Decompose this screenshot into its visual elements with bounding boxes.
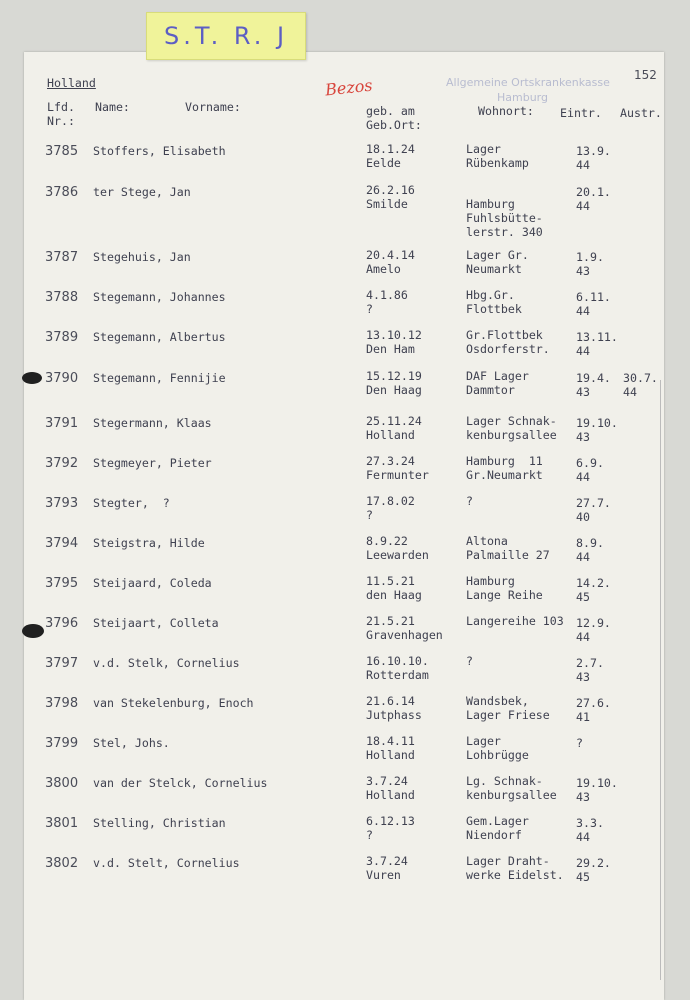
row-name: v.d. Stelk, Cornelius — [93, 656, 240, 670]
row-entry-date: 29.2. — [576, 856, 611, 870]
row-entry-date: 19.10. — [576, 416, 618, 430]
row-birth-date: 17.8.02 — [366, 494, 415, 508]
col-eintr: Eintr. — [560, 106, 602, 120]
row-birth-place: Vuren — [366, 868, 401, 882]
row-residence: lerstr. 340 — [466, 225, 543, 239]
row-entry-date: 44 — [576, 304, 590, 318]
row-entry-date: 13.9. — [576, 144, 611, 158]
row-birth-place: Gravenhagen — [366, 628, 443, 642]
row-birth-place: Den Haag — [366, 383, 422, 397]
sticky-note — [146, 12, 306, 60]
row-entry-date: 44 — [576, 470, 590, 484]
row-residence: Langereihe 103 — [466, 614, 564, 628]
row-number: 3798 — [45, 696, 79, 711]
row-number: 3799 — [45, 736, 79, 751]
row-residence: Flottbek — [466, 302, 522, 316]
row-name: Stegter, ? — [93, 496, 170, 510]
row-entry-date: 44 — [576, 158, 590, 172]
row-birth-place: Den Ham — [366, 342, 415, 356]
row-residence: Gem.Lager — [466, 814, 529, 828]
row-entry-date: 45 — [576, 870, 590, 884]
row-entry-date: ? — [576, 736, 583, 750]
col-austr: Austr. — [620, 106, 662, 120]
row-name: Steijaard, Coleda — [93, 576, 212, 590]
row-entry-date: 14.2. — [576, 576, 611, 590]
row-number: 3793 — [45, 496, 79, 511]
row-birth-date: 26.2.16 — [366, 183, 415, 197]
row-entry-date: 27.6. — [576, 696, 611, 710]
row-residence: Lohbrügge — [466, 748, 529, 762]
row-residence: ? — [466, 494, 473, 508]
row-entry-date: 6.11. — [576, 290, 611, 304]
row-name: van der Stelck, Cornelius — [93, 776, 268, 790]
row-birth-place: Holland — [366, 788, 415, 802]
col-name: Name: — [95, 100, 130, 114]
row-entry-date: 12.9. — [576, 616, 611, 630]
row-birth-place: Jutphass — [366, 708, 422, 722]
stamp-line-2: Hamburg — [497, 91, 548, 104]
row-residence: Lager Friese — [466, 708, 550, 722]
row-entry-date: 44 — [576, 199, 590, 213]
row-birth-date: 3.7.24 — [366, 854, 408, 868]
row-residence: DAF Lager — [466, 369, 529, 383]
row-entry-date: 43 — [576, 790, 590, 804]
row-entry-date: 44 — [576, 830, 590, 844]
row-birth-date: 15.12.19 — [366, 369, 422, 383]
stamp-line-1: Allgemeine Ortskrankenkasse — [446, 76, 610, 89]
row-birth-date: 21.5.21 — [366, 614, 415, 628]
row-birth-date: 18.4.11 — [366, 734, 415, 748]
row-name: Stegemann, Albertus — [93, 330, 226, 344]
row-residence: Lange Reihe — [466, 588, 543, 602]
row-residence: Lager — [466, 734, 501, 748]
row-entry-date: 3.3. — [576, 816, 604, 830]
row-entry-date: 13.11. — [576, 330, 618, 344]
row-birth-place: den Haag — [366, 588, 422, 602]
row-birth-place: Amelo — [366, 262, 401, 276]
row-residence: ? — [466, 654, 473, 668]
row-residence: kenburgsallee — [466, 788, 557, 802]
row-number: 3801 — [45, 816, 79, 831]
col-vorname: Vorname: — [185, 100, 241, 114]
row-number: 3796 — [45, 616, 79, 631]
margin-line — [660, 380, 661, 980]
row-birth-place: Leewarden — [366, 548, 429, 562]
row-name: Stegehuis, Jan — [93, 250, 191, 264]
row-name: Stegemann, Fennijie — [93, 371, 226, 385]
row-birth-date: 11.5.21 — [366, 574, 415, 588]
row-entry-date: 43 — [576, 670, 590, 684]
red-handwritten-mark: Bezos — [324, 75, 374, 100]
row-residence: Gr.Flottbek — [466, 328, 543, 342]
row-number: 3788 — [45, 290, 79, 305]
row-entry-date: 40 — [576, 510, 590, 524]
row-entry-date: 6.9. — [576, 456, 604, 470]
row-entry-date: 45 — [576, 590, 590, 604]
row-birth-place: ? — [366, 828, 373, 842]
row-birth-date: 20.4.14 — [366, 248, 415, 262]
row-number: 3792 — [45, 456, 79, 471]
row-exit-date: 30.7. — [623, 371, 658, 385]
page-number: 152 — [634, 68, 657, 82]
row-name: Stelling, Christian — [93, 816, 226, 830]
row-residence: Rübenkamp — [466, 156, 529, 170]
row-birth-place: Eelde — [366, 156, 401, 170]
row-birth-date: 13.10.12 — [366, 328, 422, 342]
row-name: van Stekelenburg, Enoch — [93, 696, 254, 710]
row-number: 3794 — [45, 536, 79, 551]
row-birth-date: 6.12.13 — [366, 814, 415, 828]
row-name: Stegemann, Johannes — [93, 290, 226, 304]
ink-blot — [22, 624, 44, 638]
row-birth-place: Holland — [366, 748, 415, 762]
row-birth-date: 4.1.86 — [366, 288, 408, 302]
col-geb-ort: Geb.Ort: — [366, 118, 422, 132]
row-number: 3787 — [45, 250, 79, 265]
row-residence: Lager Draht- — [466, 854, 550, 868]
row-birth-date: 18.1.24 — [366, 142, 415, 156]
row-birth-date: 16.10.10. — [366, 654, 429, 668]
row-birth-date: 8.9.22 — [366, 534, 408, 548]
row-entry-date: 2.7. — [576, 656, 604, 670]
col-wohnort: Wohnort: — [478, 104, 534, 118]
row-entry-date: 20.1. — [576, 185, 611, 199]
row-birth-date: 25.11.24 — [366, 414, 422, 428]
row-residence: kenburgsallee — [466, 428, 557, 442]
row-residence: Niendorf — [466, 828, 522, 842]
row-number: 3802 — [45, 856, 79, 871]
row-birth-place: Smilde — [366, 197, 408, 211]
row-number: 3789 — [45, 330, 79, 345]
col-lfd: Lfd. — [47, 100, 75, 114]
row-entry-date: 19.4. — [576, 371, 611, 385]
row-number: 3785 — [45, 144, 79, 159]
row-entry-date: 19.10. — [576, 776, 618, 790]
row-entry-date: 43 — [576, 385, 590, 399]
row-entry-date: 44 — [576, 344, 590, 358]
row-exit-date: 44 — [623, 385, 637, 399]
row-name: Stegermann, Klaas — [93, 416, 212, 430]
row-residence: Wandsbek, — [466, 694, 529, 708]
row-birth-date: 21.6.14 — [366, 694, 415, 708]
row-name: Stel, Johs. — [93, 736, 170, 750]
row-number: 3795 — [45, 576, 79, 591]
row-entry-date: 43 — [576, 430, 590, 444]
row-residence: Dammtor — [466, 383, 515, 397]
row-name: Stoffers, Elisabeth — [93, 144, 226, 158]
row-name: Steijaart, Colleta — [93, 616, 219, 630]
country-heading: Holland — [47, 76, 96, 90]
row-name: Stegmeyer, Pieter — [93, 456, 212, 470]
row-birth-place: ? — [366, 302, 373, 316]
row-number: 3800 — [45, 776, 79, 791]
row-residence: Lager Gr. — [466, 248, 529, 262]
row-residence: Fuhlsbütte- — [466, 211, 543, 225]
row-number: 3797 — [45, 656, 79, 671]
row-number: 3791 — [45, 416, 79, 431]
row-residence: Gr.Neumarkt — [466, 468, 543, 482]
row-residence: Lager Schnak- — [466, 414, 557, 428]
row-residence: Palmaille 27 — [466, 548, 550, 562]
row-residence: Hamburg — [466, 197, 515, 211]
row-birth-place: ? — [366, 508, 373, 522]
row-birth-place: Fermunter — [366, 468, 429, 482]
row-name: Steigstra, Hilde — [93, 536, 205, 550]
row-birth-date: 27.3.24 — [366, 454, 415, 468]
sticky-note-text: S.T. R. J — [163, 22, 289, 50]
row-name: v.d. Stelt, Cornelius — [93, 856, 240, 870]
row-residence: Osdorferstr. — [466, 342, 550, 356]
row-residence: Hamburg — [466, 574, 515, 588]
row-residence: Hamburg 11 — [466, 454, 543, 468]
row-number: 3786 — [45, 185, 79, 200]
row-residence: Lager — [466, 142, 501, 156]
row-name: ter Stege, Jan — [93, 185, 191, 199]
row-entry-date: 1.9. — [576, 250, 604, 264]
row-entry-date: 8.9. — [576, 536, 604, 550]
row-number: 3790 — [45, 371, 79, 386]
row-entry-date: 43 — [576, 264, 590, 278]
row-entry-date: 44 — [576, 550, 590, 564]
row-entry-date: 27.7. — [576, 496, 611, 510]
row-residence: Lg. Schnak- — [466, 774, 543, 788]
ink-blot — [22, 372, 42, 384]
row-residence: Altona — [466, 534, 508, 548]
row-birth-date: 3.7.24 — [366, 774, 408, 788]
row-residence: Neumarkt — [466, 262, 522, 276]
row-residence: Hbg.Gr. — [466, 288, 515, 302]
row-entry-date: 41 — [576, 710, 590, 724]
row-entry-date: 44 — [576, 630, 590, 644]
row-birth-place: Holland — [366, 428, 415, 442]
row-residence: werke Eidelst. — [466, 868, 564, 882]
col-nr: Nr.: — [47, 114, 75, 128]
row-birth-place: Rotterdam — [366, 668, 429, 682]
col-geb-am: geb. am — [366, 104, 415, 118]
